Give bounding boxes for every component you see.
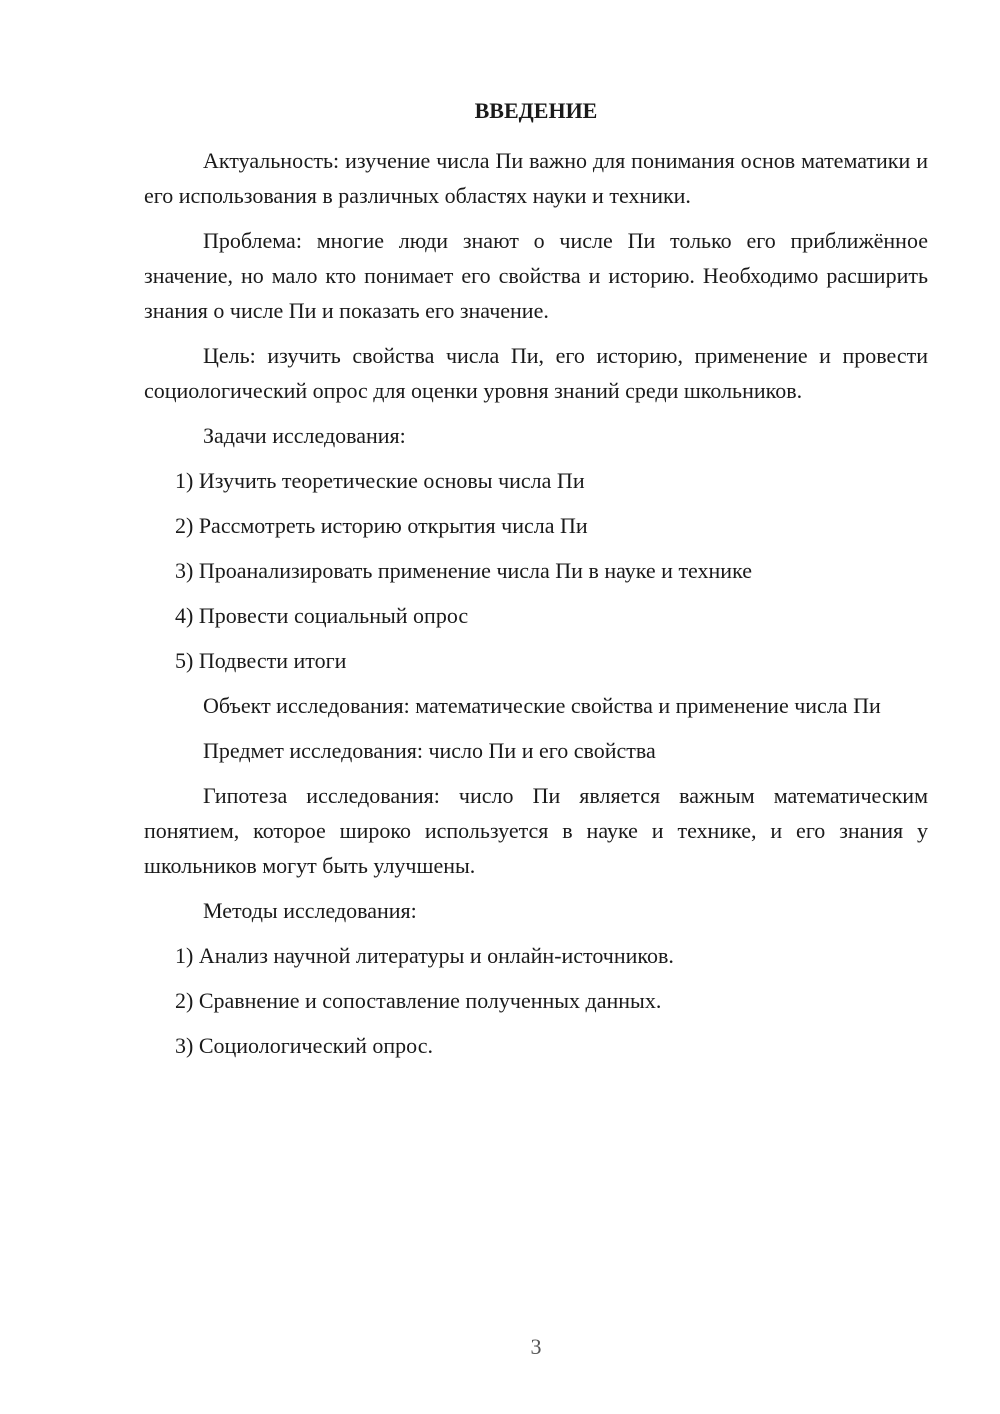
subject-paragraph: Предмет исследования: число Пи и его свойства	[203, 738, 656, 763]
tasks-heading: Задачи исследования:	[203, 423, 406, 448]
goal-paragraph: Цель: изучить свойства числа Пи, его историю, применение и провести социологический опрос для оценки уровня знаний среди школьников.	[144, 343, 928, 403]
section-title: ВВЕДЕНИЕ	[474, 98, 598, 123]
method-item: 3) Социологический опрос.	[175, 1033, 433, 1058]
task-item: 2) Рассмотреть историю открытия числа Пи	[175, 513, 588, 538]
page-content	[144, 96, 928, 1073]
task-item: 1) Изучить теоретические основы числа Пи	[175, 468, 585, 493]
method-item: 1) Анализ научной литературы и онлайн-источников.	[175, 943, 674, 968]
method-item: 2) Сравнение и сопоставление полученных данных.	[175, 988, 662, 1013]
page-number: 3	[530, 1334, 542, 1359]
problem-paragraph: Проблема: многие люди знают о числе Пи только его приближённое значение, но мало кто понимает его свойства и историю. Необходимо расширить знания о числе Пи и показать его значение.	[144, 228, 928, 323]
task-item: 5) Подвести итоги	[175, 648, 347, 673]
relevance-paragraph: Актуальность: изучение числа Пи важно для понимания основ математики и его использования в различных областях науки и техники.	[144, 148, 928, 208]
task-item: 4) Провести социальный опрос	[175, 603, 469, 628]
object-paragraph: Объект исследования: математические свойства и применение числа Пи	[203, 693, 881, 718]
hypothesis-paragraph: Гипотеза исследования: число Пи является важным математическим понятием, которое широко используется в науке и технике, и его знания у школьников могут быть улучшены.	[144, 783, 928, 878]
task-item: 3) Проанализировать применение числа Пи в науке и технике	[175, 558, 752, 583]
methods-heading: Методы исследования:	[203, 898, 417, 923]
